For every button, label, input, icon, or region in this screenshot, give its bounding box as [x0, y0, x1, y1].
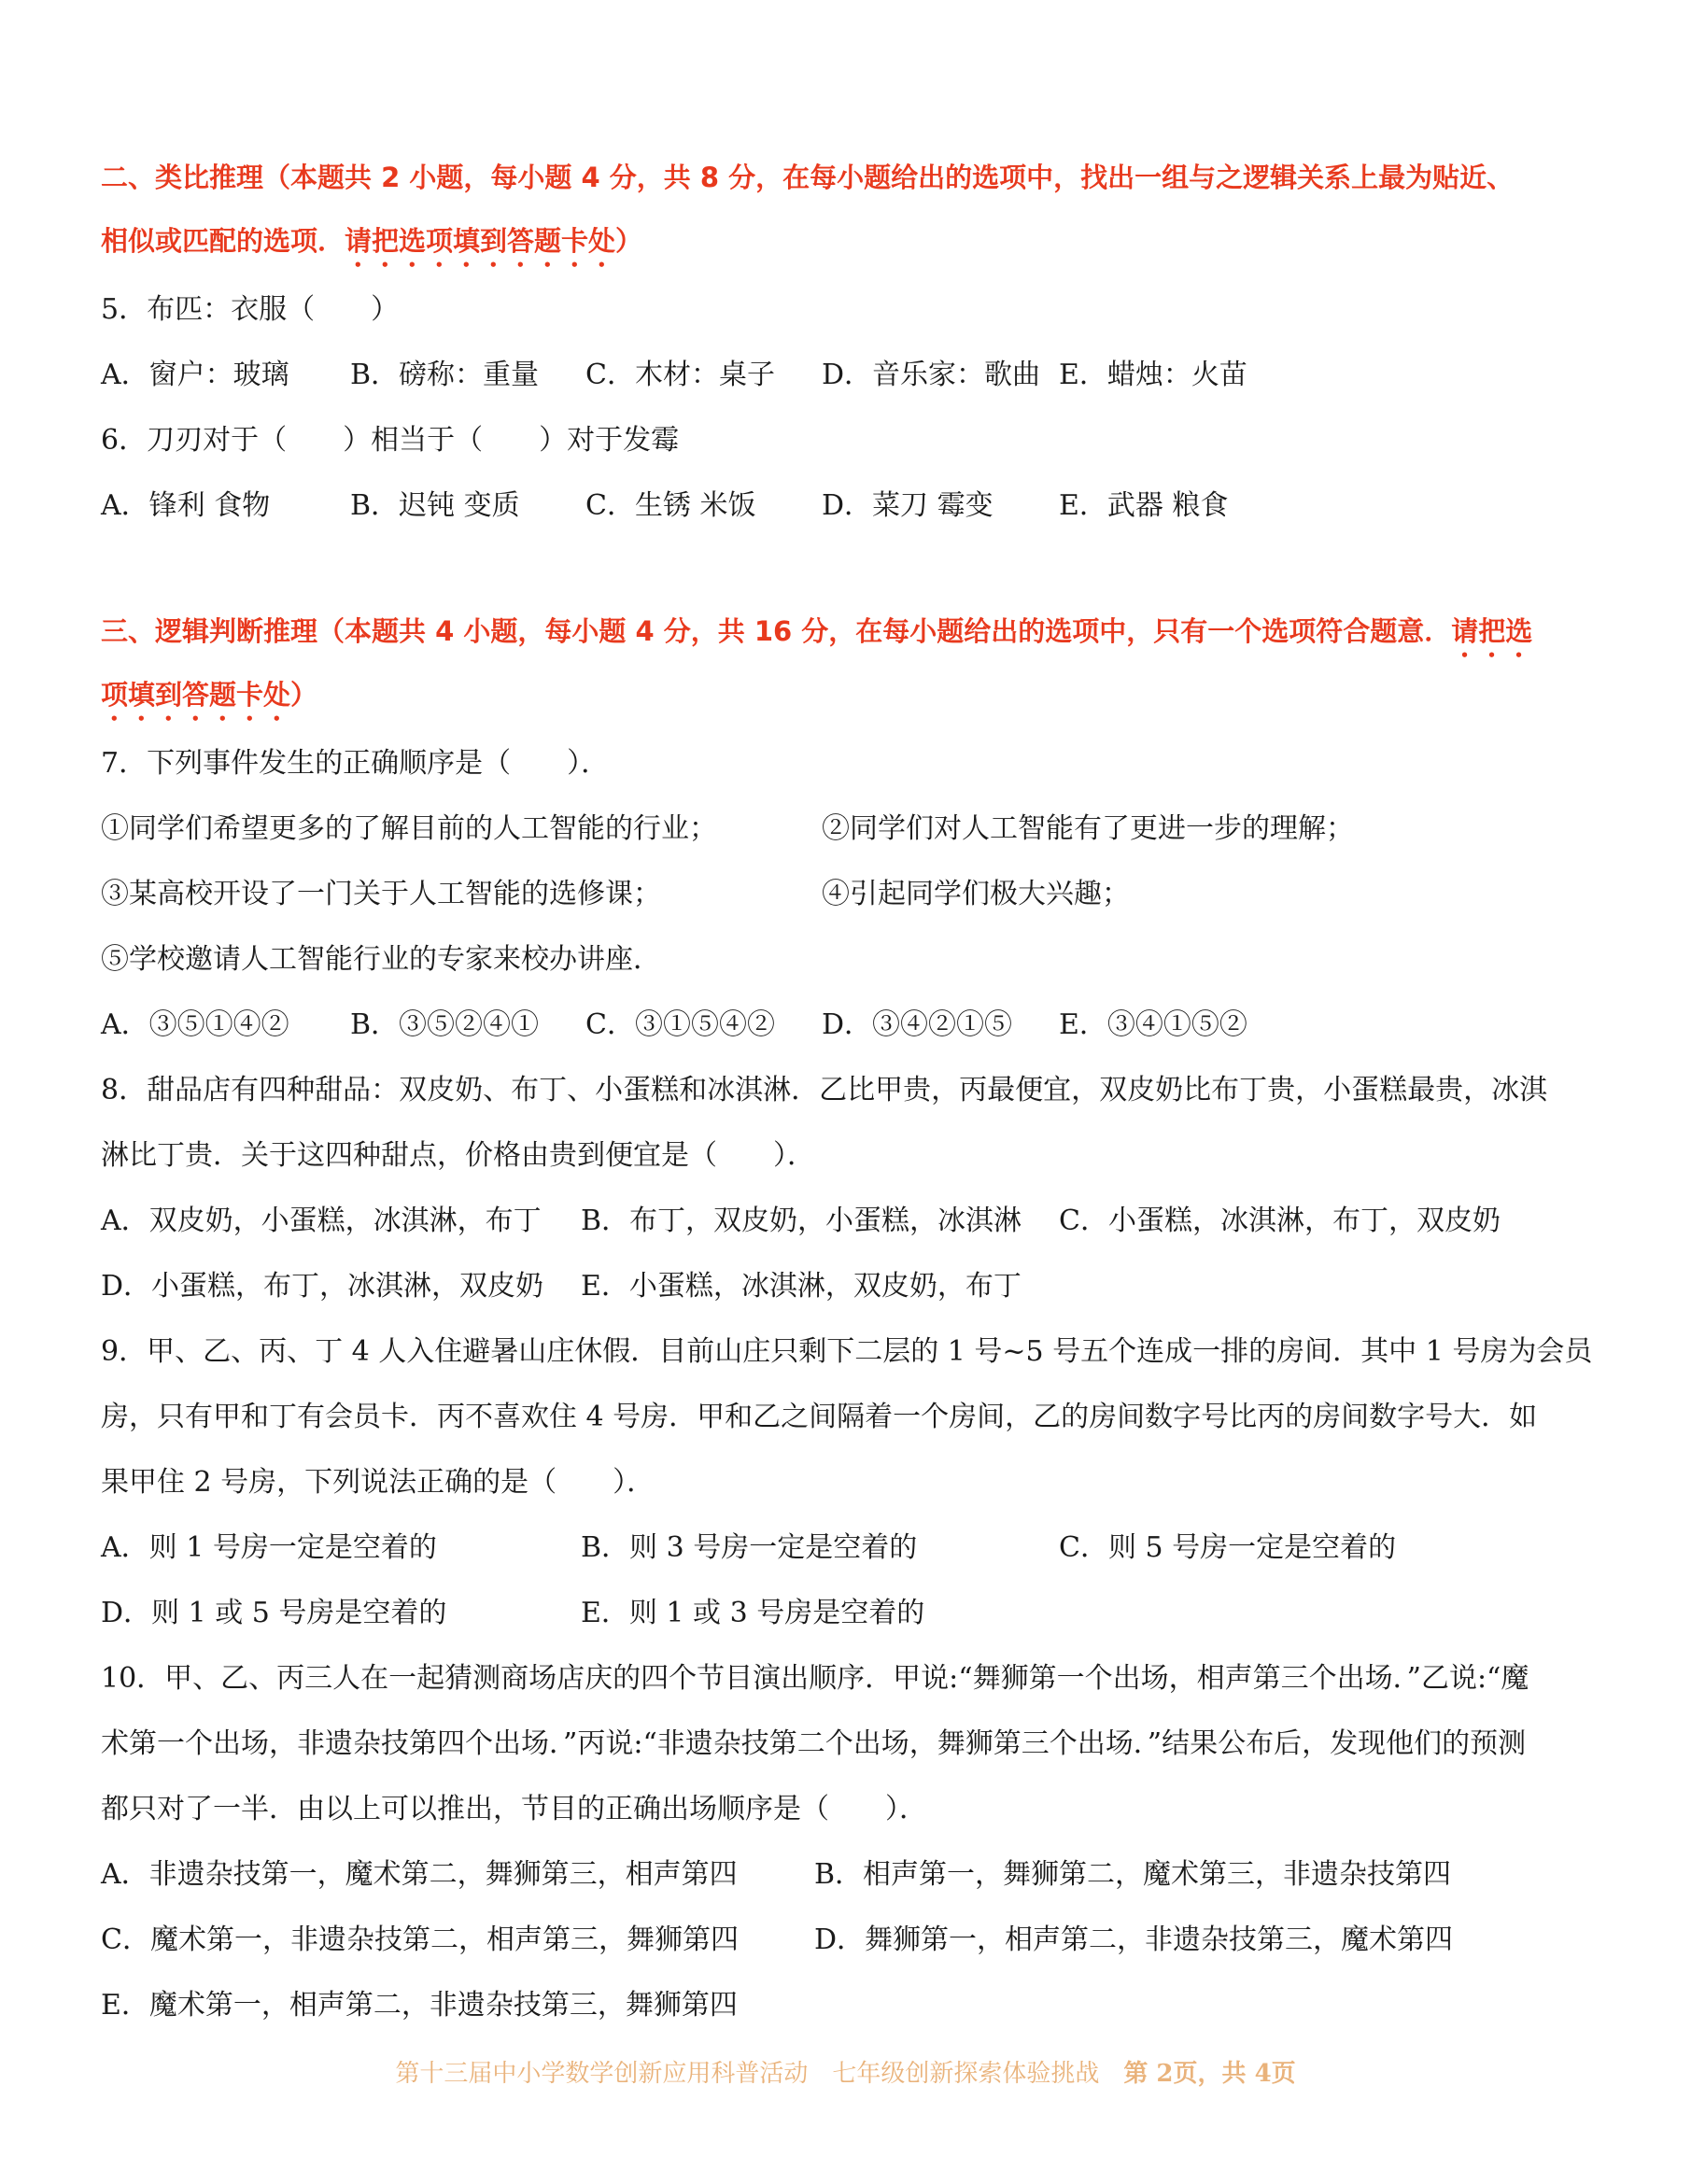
q5-option-e: E．蜡烛：火苗 — [1059, 359, 1247, 391]
section3-heading-line2: 项填到答题卡处） — [101, 679, 318, 711]
q10-stem-line3: 都只对了一半．由以上可以推出，节目的正确出场顺序是（ ）． — [101, 1793, 927, 1825]
q6-option-b: B．迟钝 变质 — [350, 489, 520, 522]
section2-heading-line1: 二、类比推理（本题共 2 小题，每小题 4 分，共 8 分，在每小题给出的选项中，找出一组与之逻辑关系上最为贴近、 — [101, 162, 1515, 193]
q7-option-c: C．③①⑤④② — [585, 1008, 775, 1041]
emphasis-text: 请把选 — [1451, 615, 1533, 647]
q6-option-c: C．生锈 米饭 — [585, 489, 756, 522]
q8-stem-line1: 8．甜品店有四种甜品：双皮奶、布丁、小蛋糕和冰淇淋．乙比甲贵，丙最便宜，双皮奶比布丁贵，小蛋糕最贵，冰淇 — [101, 1074, 1548, 1106]
q9-stem-line1: 9．甲、乙、丙、丁 4 人入住避暑山庄休假．目前山庄只剩下二层的 1 号~5 号五个连成一排的房间．其中 1 号房为会员 — [101, 1335, 1593, 1368]
q7-event-5: ⑤学校邀请人工智能行业的专家来校办讲座． — [101, 943, 661, 976]
q9-option-e: E．则 1 或 3 号房是空着的 — [581, 1597, 925, 1629]
footer-grade: 七年级创新探索体验挑战 — [832, 2060, 1100, 2088]
q10-option-c: C．魔术第一，非遗杂技第二，相声第三，舞狮第四 — [101, 1923, 739, 1956]
q5-option-c: C．木材：桌子 — [585, 359, 775, 391]
q10-stem-line1: 10．甲、乙、丙三人在一起猜测商场店庆的四个节目演出顺序．甲说:“舞狮第一个出场，相声第三个出场．”乙说:“魔 — [101, 1662, 1529, 1695]
q5-option-d: D．音乐家：歌曲 — [822, 359, 1041, 391]
q7-event-4: ④引起同学们极大兴趣； — [822, 878, 1130, 910]
q9-option-d: D．则 1 或 5 号房是空着的 — [101, 1597, 447, 1629]
q7-option-a: A．③⑤①④② — [101, 1008, 289, 1041]
q9-stem-line3: 果甲住 2 号房，下列说法正确的是（ ）． — [101, 1466, 655, 1499]
q6-option-e: E．武器 粮食 — [1059, 489, 1229, 522]
q9-stem-line2: 房，只有甲和丁有会员卡．丙不喜欢住 4 号房．甲和乙之间隔着一个房间，乙的房间数字号比丙的房间数字号大．如 — [101, 1401, 1538, 1433]
emphasis-text: 请把选项填到答题卡处 — [345, 225, 616, 257]
q7-event-1: ①同学们希望更多的了解目前的人工智能的行业； — [101, 812, 717, 845]
q6-stem: 6．刀刃对于（ ）相当于（ ）对于发霉 — [101, 424, 680, 457]
q10-option-e: E．魔术第一，相声第二，非遗杂技第三，舞狮第四 — [101, 1989, 738, 2022]
q8-option-b: B．布丁，双皮奶，小蛋糕，冰淇淋 — [581, 1205, 1022, 1237]
q9-option-a: A．则 1 号房一定是空着的 — [101, 1531, 437, 1564]
q7-option-b: B．③⑤②④① — [350, 1008, 540, 1041]
q8-option-d: D．小蛋糕，布丁，冰淇淋，双皮奶 — [101, 1270, 544, 1303]
section3-heading-line1: 三、逻辑判断推理（本题共 4 小题，每小题 4 分，共 16 分，在每小题给出的选项中，只有一个选项符合题意．请把选 — [101, 615, 1533, 647]
q5-option-a: A．窗户：玻璃 — [101, 359, 289, 391]
footer-page-number: 第 2页，共 4页 — [1123, 2060, 1296, 2088]
q5-stem: 5．布匹：衣服（ ） — [101, 293, 400, 326]
q10-stem-line2: 术第一个出场，非遗杂技第四个出场．”丙说:“非遗杂技第二个出场，舞狮第三个出场．”结果公布后，发现他们的预测 — [101, 1727, 1527, 1760]
q8-stem-line2: 淋比丁贵．关于这四种甜点，价格由贵到便宜是（ ）． — [101, 1139, 815, 1172]
q10-option-a: A．非遗杂技第一，魔术第二，舞狮第三，相声第四 — [101, 1858, 738, 1891]
q7-event-2: ②同学们对人工智能有了更进一步的理解； — [822, 812, 1354, 845]
q8-option-a: A．双皮奶，小蛋糕，冰淇淋，布丁 — [101, 1205, 542, 1237]
q10-option-d: D．舞狮第一，相声第二，非遗杂技第三，魔术第四 — [814, 1923, 1454, 1956]
q9-option-b: B．则 3 号房一定是空着的 — [581, 1531, 918, 1564]
q6-option-d: D．菜刀 霉变 — [822, 489, 993, 522]
footer-activity: 第十三届中小学数学创新应用科普活动 — [395, 2060, 809, 2088]
q6-option-a: A．锋利 食物 — [101, 489, 271, 522]
page-footer — [0, 2054, 1691, 2089]
q8-option-c: C．小蛋糕，冰淇淋，布丁，双皮奶 — [1059, 1205, 1501, 1237]
q7-event-3: ③某高校开设了一门关于人工智能的选修课； — [101, 878, 661, 910]
q10-option-b: B．相声第一，舞狮第二，魔术第三，非遗杂技第四 — [814, 1858, 1452, 1891]
q5-option-b: B．磅称：重量 — [350, 359, 540, 391]
q7-option-d: D．③④②①⑤ — [822, 1008, 1013, 1041]
q9-option-c: C．则 5 号房一定是空着的 — [1059, 1531, 1397, 1564]
q7-stem: 7．下列事件发生的正确顺序是（ ）． — [101, 747, 610, 780]
q7-option-e: E．③④①⑤② — [1059, 1008, 1247, 1041]
q8-option-e: E．小蛋糕，冰淇淋，双皮奶，布丁 — [581, 1270, 1022, 1303]
emphasis-text: 项填到答题卡处 — [101, 679, 291, 711]
section2-heading-line2: 相似或匹配的选项．请把选项填到答题卡处） — [101, 225, 643, 257]
